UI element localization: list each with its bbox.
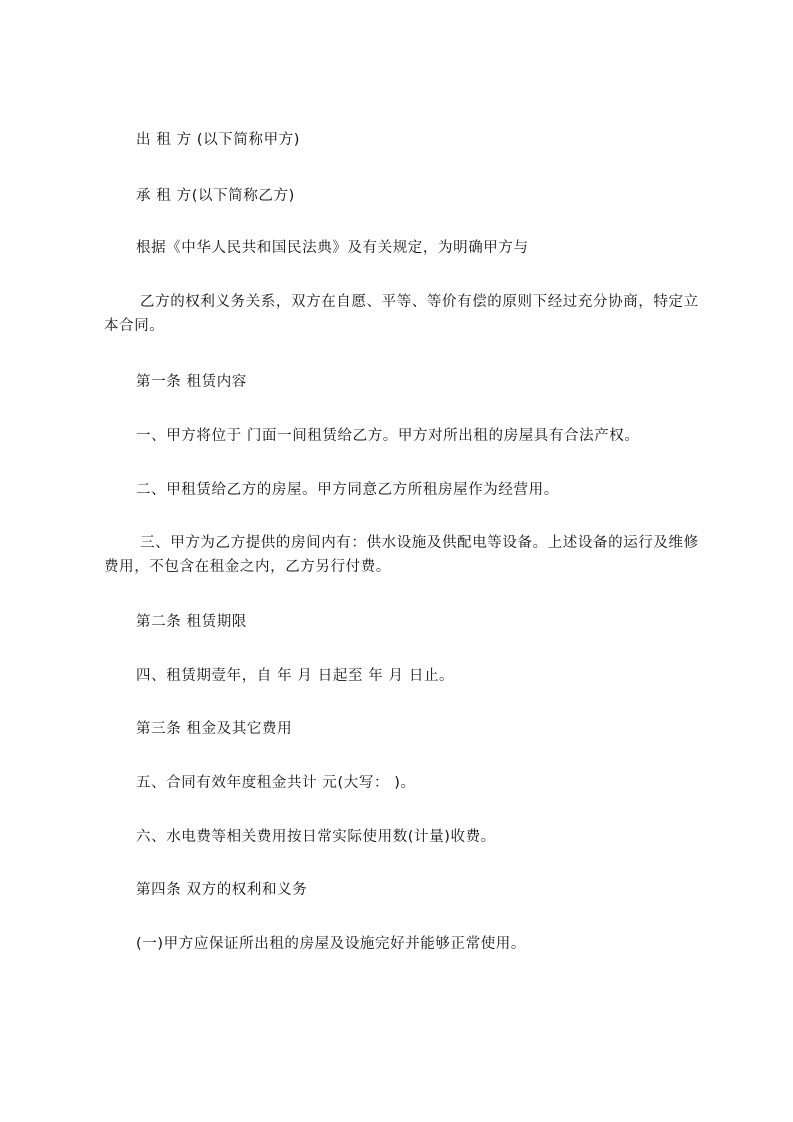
preamble-continuation: 乙方的权利义务关系，双方在自愿、平等、等价有偿的原则下经过充分协商，特定立本合同。 [104, 294, 699, 334]
clause-6: 六、水电费等相关费用按日常实际使用数(计量)收费。 [136, 829, 496, 845]
article-3-heading: 第三条 租金及其它费用 [136, 721, 293, 737]
clause-1: 一、甲方将位于 门面一间租赁给乙方。甲方对所出租的房屋具有合法产权。 [136, 428, 640, 444]
preamble-line: 根据《中华人民共和国民法典》及有关规定，为明确甲方与 [136, 240, 529, 256]
article-2-heading: 第二条 租赁期限 [136, 614, 247, 630]
clause-5: 五、合同有效年度租金共计 元(大写： )。 [136, 775, 416, 791]
obligation-1: (一)甲方应保证所出租的房屋及设施完好并能够正常使用。 [136, 936, 527, 952]
lessee-line: 承 租 方(以下简称乙方) [136, 188, 295, 204]
clause-2: 二、甲租赁给乙方的房屋。甲方同意乙方所租房屋作为经营用。 [136, 482, 559, 498]
clause-3: 三、甲方为乙方提供的房间内有：供水设施及供配电等设备。上述设备的运行及维修费用，不包含在租金之内，乙方另行付费。 [104, 535, 699, 575]
lessor-line: 出 租 方 (以下简称甲方) [136, 132, 301, 148]
clause-4: 四、租赁期壹年，自 年 月 日起至 年 月 日止。 [136, 668, 455, 684]
article-4-heading: 第四条 双方的权利和义务 [136, 882, 308, 898]
article-1-heading: 第一条 租赁内容 [136, 374, 247, 390]
